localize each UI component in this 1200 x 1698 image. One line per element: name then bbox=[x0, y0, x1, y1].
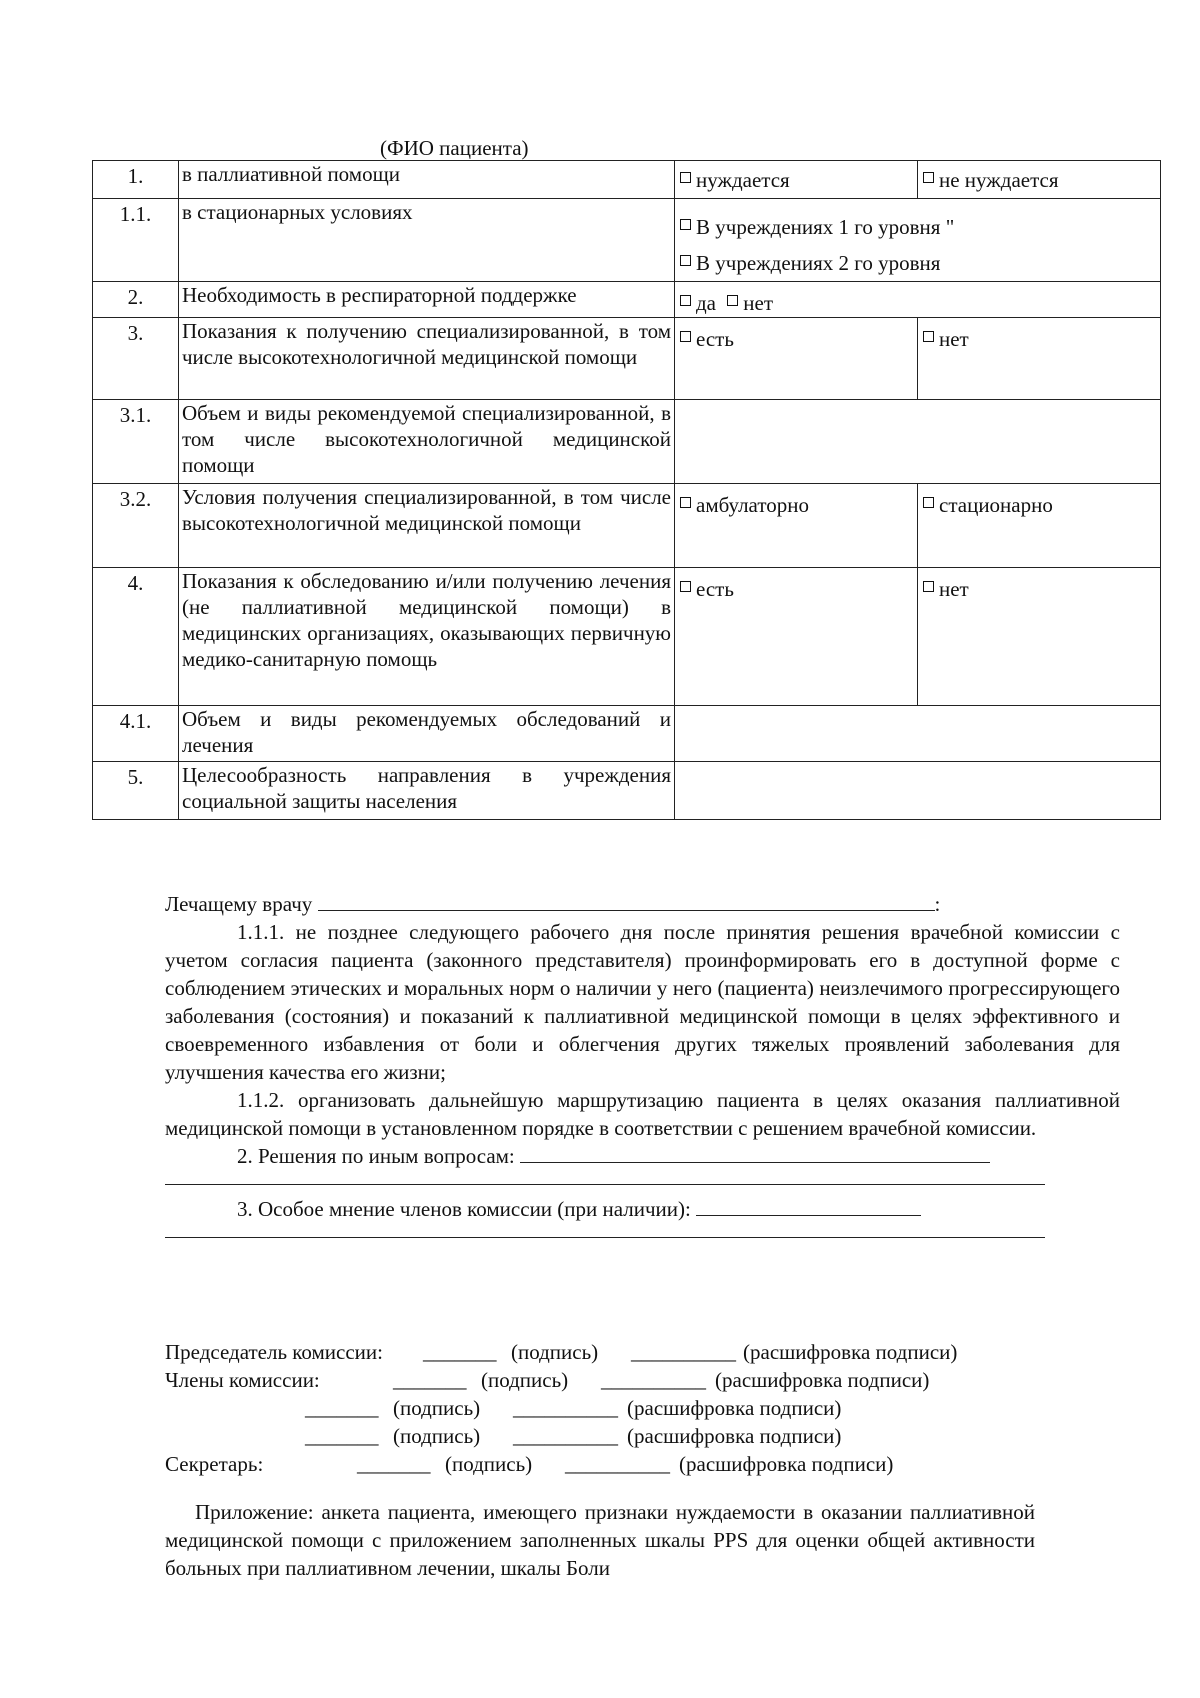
table-row bbox=[93, 484, 1161, 568]
doctor-name-field[interactable] bbox=[318, 890, 935, 911]
examinations-field[interactable] bbox=[675, 706, 1161, 762]
checkbox-icon[interactable] bbox=[923, 581, 934, 592]
checkbox-not-needs[interactable]: не нуждается bbox=[923, 168, 1059, 192]
table-row bbox=[93, 400, 1161, 484]
row-number: 4. bbox=[93, 568, 179, 706]
instruction-1-1-1: 1.1.1. не позднее следующего рабочего дня после принятия решения врачебной комиссии с учетом согласия пациента (законного представителя) проинформировать его в доступной форме с соблюдением этических и моральных норм о наличии у него (пациента) неизлечимого прогрессирующего заболевания (состояния) и показаний к паллиативной медицинской помощи в целях эффективного и своевременного избавления от боли и облегчения других тяжелых проявлений заболевания для улучшения качества его жизни; bbox=[165, 920, 1120, 1084]
appendix-note: Приложение: анкета пациента, имеющего признаки нуждаемости в оказании паллиативной медицинской помощи с приложением заполненных шкалы PPS для оценки общей активности больных при паллиативном лечении, шкалы Боли bbox=[165, 1500, 1035, 1580]
sign-blank[interactable]: _______ bbox=[357, 1452, 431, 1476]
decode-blank[interactable]: __________ bbox=[513, 1396, 618, 1420]
checkbox-icon[interactable] bbox=[680, 219, 691, 230]
sign-blank[interactable]: _______ bbox=[305, 1424, 379, 1448]
social-protection-field[interactable] bbox=[675, 762, 1161, 820]
other-decisions-continuation[interactable] bbox=[165, 1170, 1045, 1185]
checkbox-none[interactable]: нет bbox=[923, 577, 969, 601]
checkbox-has[interactable]: есть bbox=[680, 327, 734, 351]
checkbox-inpatient[interactable]: стационарно bbox=[923, 493, 1053, 517]
chair-signature-row: Председатель комиссии: _______ (подпись) __________ (расшифровка подписи) bbox=[165, 1340, 958, 1364]
checkbox-icon[interactable] bbox=[923, 172, 934, 183]
row-description: Показания к обследованию и/или получению лечения (не паллиативной медицинской помощи) в медицинских организациях, оказывающих первичную медико-санитарную помощь bbox=[179, 568, 675, 706]
table-row bbox=[93, 199, 1161, 282]
checkbox-needs[interactable]: нуждается bbox=[680, 168, 790, 192]
sign-blank[interactable]: _______ bbox=[305, 1396, 379, 1420]
option-cell bbox=[918, 318, 1161, 400]
option-cell bbox=[918, 161, 1161, 199]
decode-blank[interactable]: __________ bbox=[601, 1368, 706, 1392]
row-description: Показания к получению специализированной, в том числе высокотехнологичной медицинской помощи bbox=[179, 318, 675, 400]
row-number: 3. bbox=[93, 318, 179, 400]
decode-blank[interactable]: __________ bbox=[513, 1424, 618, 1448]
row-description: Объем и виды рекомендуемой специализированной, в том числе высокотехнологичной медицинской помощи bbox=[179, 400, 675, 484]
attending-doctor-line: Лечащему врачу : bbox=[165, 892, 941, 916]
row-number: 1. bbox=[93, 161, 179, 199]
option-cell bbox=[918, 484, 1161, 568]
checkbox-icon[interactable] bbox=[680, 172, 691, 183]
sign-blank[interactable]: _______ bbox=[393, 1368, 467, 1392]
checkbox-none[interactable]: нет bbox=[923, 327, 969, 351]
row-number: 3.1. bbox=[93, 400, 179, 484]
option-cell bbox=[675, 199, 1161, 282]
row-description: Объем и виды рекомендуемых обследований и лечения bbox=[179, 706, 675, 762]
checkbox-icon[interactable] bbox=[923, 497, 934, 508]
row-number: 1.1. bbox=[93, 199, 179, 282]
option-cell bbox=[918, 568, 1161, 706]
row-number: 2. bbox=[93, 282, 179, 318]
special-opinion-line: 3. Особое мнение членов комиссии (при наличии): bbox=[165, 1195, 1120, 1223]
row-number: 4.1. bbox=[93, 706, 179, 762]
member-signature-row: Члены комиссии: _______ (подпись) __________ (расшифровка подписи) bbox=[165, 1368, 930, 1392]
sign-blank[interactable]: _______ bbox=[423, 1340, 497, 1364]
checkbox-has[interactable]: есть bbox=[680, 577, 734, 601]
checkbox-no[interactable]: нет bbox=[727, 291, 773, 315]
row-description: в паллиативной помощи bbox=[179, 161, 675, 199]
table-row bbox=[93, 706, 1161, 762]
row-number: 3.2. bbox=[93, 484, 179, 568]
checkbox-icon[interactable] bbox=[680, 497, 691, 508]
special-opinion-continuation[interactable] bbox=[165, 1223, 1045, 1238]
checkbox-icon[interactable] bbox=[680, 255, 691, 266]
table-row bbox=[93, 762, 1161, 820]
patient-name-caption: (ФИО пациента) bbox=[380, 136, 529, 160]
instruction-1-1-2: 1.1.2. организовать дальнейшую маршрутизацию пациента в целях оказания паллиативной медицинской помощи в установленном порядке в соответствии с решением врачебной комиссии. bbox=[165, 1088, 1120, 1140]
checkbox-level-1[interactable]: В учреждениях 1 го уровня " bbox=[680, 209, 1157, 245]
option-cell bbox=[675, 484, 918, 568]
row-description: Целесообразность направления в учреждения социальной защиты населения bbox=[179, 762, 675, 820]
member-signature-row: _______ (подпись) __________ (расшифровка подписи) bbox=[305, 1424, 842, 1448]
other-decisions-field[interactable] bbox=[520, 1142, 990, 1163]
checkbox-icon[interactable] bbox=[923, 331, 934, 342]
checkbox-icon[interactable] bbox=[680, 331, 691, 342]
option-cell bbox=[675, 282, 1161, 318]
table-row bbox=[93, 161, 1161, 199]
checkbox-icon[interactable] bbox=[680, 295, 691, 306]
decode-blank[interactable]: __________ bbox=[565, 1452, 670, 1476]
table-row bbox=[93, 568, 1161, 706]
commission-decision-table bbox=[92, 160, 1161, 820]
decode-blank[interactable]: __________ bbox=[631, 1340, 736, 1364]
secretary-signature-row: Секретарь: _______ (подпись) __________ (расшифровка подписи) bbox=[165, 1452, 894, 1476]
doctor-instructions bbox=[165, 890, 1120, 1238]
table-row bbox=[93, 282, 1161, 318]
checkbox-yes[interactable]: да bbox=[680, 291, 716, 315]
other-decisions-line: 2. Решения по иным вопросам: bbox=[165, 1142, 1120, 1170]
special-opinion-field[interactable] bbox=[696, 1195, 921, 1216]
row-description: в стационарных условиях bbox=[179, 199, 675, 282]
row-number: 5. bbox=[93, 762, 179, 820]
row-description: Условия получения специализированной, в том числе высокотехнологичной медицинской помощи bbox=[179, 484, 675, 568]
signature-block bbox=[165, 1338, 1115, 1478]
checkbox-icon[interactable] bbox=[727, 295, 738, 306]
option-cell bbox=[675, 318, 918, 400]
checkbox-level-2[interactable]: В учреждениях 2 го уровня bbox=[680, 245, 1157, 281]
member-signature-row: _______ (подпись) __________ (расшифровка подписи) bbox=[305, 1396, 842, 1420]
option-cell bbox=[675, 568, 918, 706]
row-description: Необходимость в респираторной поддержке bbox=[179, 282, 675, 318]
volume-field[interactable] bbox=[675, 400, 1161, 484]
option-cell bbox=[675, 161, 918, 199]
table-row bbox=[93, 318, 1161, 400]
checkbox-icon[interactable] bbox=[680, 581, 691, 592]
checkbox-outpatient[interactable]: амбулаторно bbox=[680, 493, 809, 517]
